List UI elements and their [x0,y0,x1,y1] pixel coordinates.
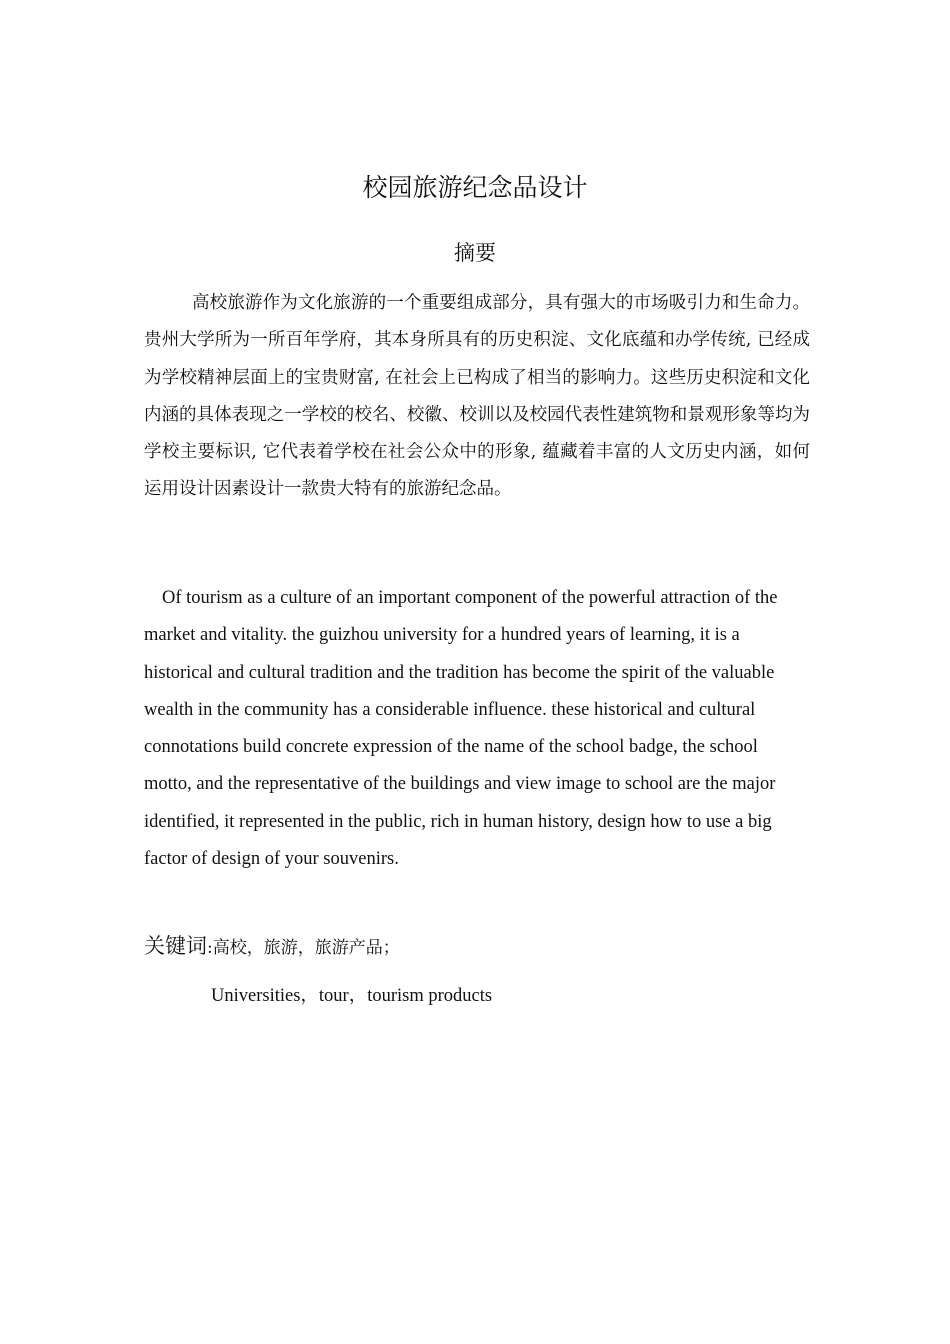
abstract-chinese-paragraph: 高校旅游作为文化旅游的一个重要组成部分，具有强大的市场吸引力和生命力。贵州大学所为一所百年学府，其本身所具有的历史积淀、文化底蕴和办学传统, 已经成为学校精神层面上的宝贵财富, 在社会上已构成了相当的影响力。这些历史积淀和文化内涵的具体表现之一学校的校名、校徽、校训以及校园代表性建筑物和景观形象等均为学校主要标识, 它代表着学校在社会公众中的形象, 蕴藏着丰富的人文历史内涵，如何运用设计因素设计一款贵大特有的旅游纪念品。 [144,293,810,500]
keywords-line [144,928,810,967]
keywords-colon: : [207,938,213,958]
keywords-label: 关键词 [144,934,207,958]
keywords-chinese: 高校，旅游，旅游产品； [212,938,400,958]
abstract-english-paragraph: Of tourism as a culture of an important component of the powerful attraction of the market and vitality. the guizhou university for a hundred years of learning, it is a historical and cultural tradition and the tradition has become the spirit of the valuable wealth in the community has a considerable influence. these historical and cultural connotations build concrete expression of the name of the school badge, the school motto, and the representative of the buildings and view image to school are the major identified, it represented in the public, rich in human history, design how to use a big factor of design of your souvenirs. [144,588,778,870]
keywords-english: Universities，tour，tourism products [211,986,493,1006]
abstract-heading: 摘要 [454,241,496,265]
document-title: 校园旅游纪念品设计 [362,173,588,202]
